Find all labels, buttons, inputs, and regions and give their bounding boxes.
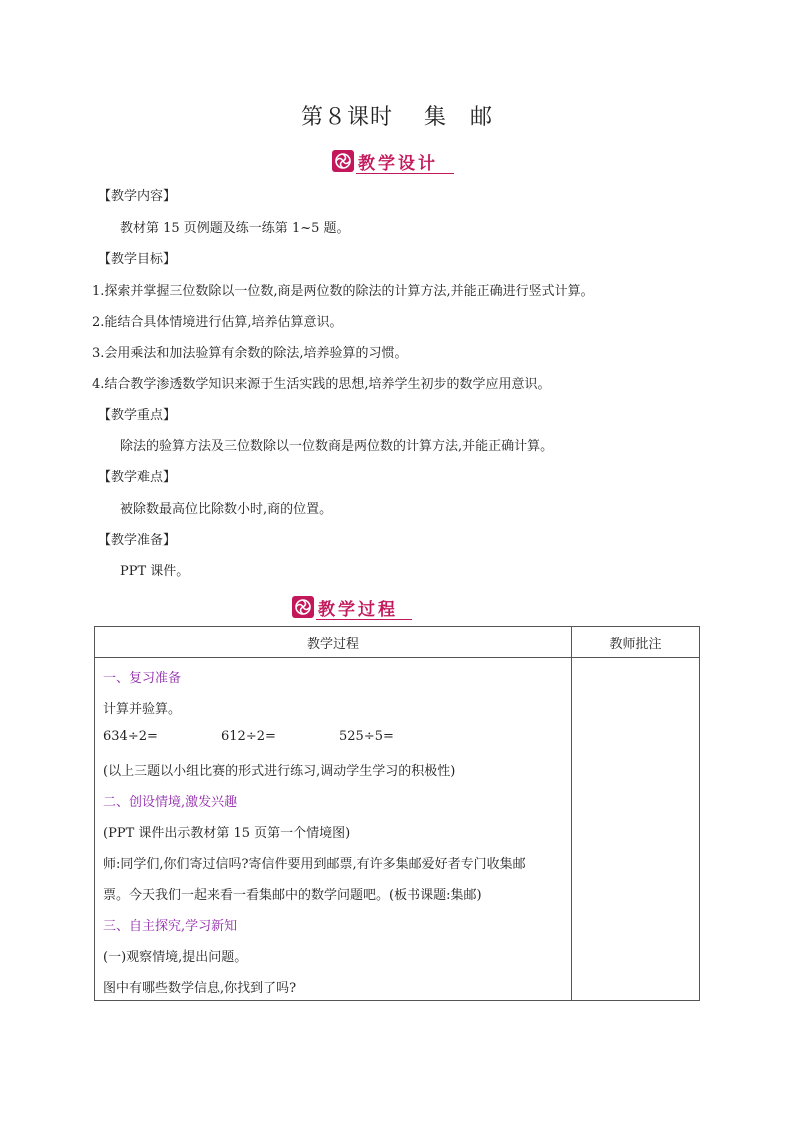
swirl-logo-icon xyxy=(292,596,314,618)
process-cell xyxy=(95,658,572,1001)
banner-underline xyxy=(356,173,454,174)
banner-teaching-design xyxy=(332,148,454,174)
goal-item: 3.会用乘法和加法验算有余数的除法,培养验算的习惯。 xyxy=(92,346,408,361)
heading-key-points: 【教学重点】 xyxy=(98,408,177,423)
table-row xyxy=(95,658,700,1001)
process-line: (一)观察情境,提出问题。 xyxy=(103,950,248,965)
section-title-explore: 三、自主探究,学习新知 xyxy=(103,919,238,934)
process-line: 票。今天我们一起来看一看集邮中的数学问题吧。(板书课题:集邮) xyxy=(103,888,482,903)
difficulties-text: 被除数最高位比除数小时,商的位置。 xyxy=(120,502,333,517)
section-title-review: 一、复习准备 xyxy=(103,671,182,686)
swirl-logo-icon xyxy=(332,150,354,172)
banner-teaching-process xyxy=(292,594,412,620)
goal-item: 1.探索并掌握三位数除以一位数,商是两位数的除法的计算方法,并能正确进行竖式计算。 xyxy=(92,284,594,299)
teaching-process-table xyxy=(94,626,700,1001)
process-line: (以上三题以小组比赛的形式进行练习,调动学生学习的积极性) xyxy=(103,764,456,779)
calc-expression: 525÷5= xyxy=(339,729,394,744)
heading-difficulties: 【教学难点】 xyxy=(98,470,177,485)
process-line: 师:同学们,你们寄过信吗?寄信件要用到邮票,有许多集邮爱好者专门收集邮 xyxy=(103,857,526,872)
process-line: (PPT 课件出示教材第 15 页第一个情境图) xyxy=(103,826,351,841)
table-header-row xyxy=(95,627,700,658)
goal-item: 4.结合教学渗透数学知识来源于生活实践的思想,培养学生初步的数学应用意识。 xyxy=(92,377,551,392)
calc-expression: 634÷2= xyxy=(103,729,158,744)
heading-goals: 【教学目标】 xyxy=(98,252,177,267)
content-text: 教材第 15 页例题及练一练第 1~5 题。 xyxy=(120,221,350,236)
preparation-text: PPT 课件。 xyxy=(120,564,190,579)
calc-expression: 612÷2= xyxy=(221,729,276,744)
banner-label: 教学过程 xyxy=(318,599,398,620)
teacher-notes-cell xyxy=(572,658,700,1001)
column-header-process: 教学过程 xyxy=(95,627,572,658)
calc-row xyxy=(103,729,543,747)
column-header-teacher-notes: 教师批注 xyxy=(572,627,700,658)
banner-label: 教学设计 xyxy=(358,153,438,174)
process-line: 计算并验算。 xyxy=(103,702,182,717)
heading-preparation: 【教学准备】 xyxy=(98,533,177,548)
goal-item: 2.能结合具体情境进行估算,培养估算意识。 xyxy=(92,315,343,330)
key-points-text: 除法的验算方法及三位数除以一位数商是两位数的计算方法,并能正确计算。 xyxy=(120,439,554,454)
heading-content: 【教学内容】 xyxy=(98,189,177,204)
page-title: 第８课时 集 邮 xyxy=(301,105,493,130)
section-title-scenario: 二、创设情境,激发兴趣 xyxy=(103,795,238,810)
banner-underline xyxy=(316,619,412,620)
process-line: 图中有哪些数学信息,你找到了吗? xyxy=(103,981,297,996)
